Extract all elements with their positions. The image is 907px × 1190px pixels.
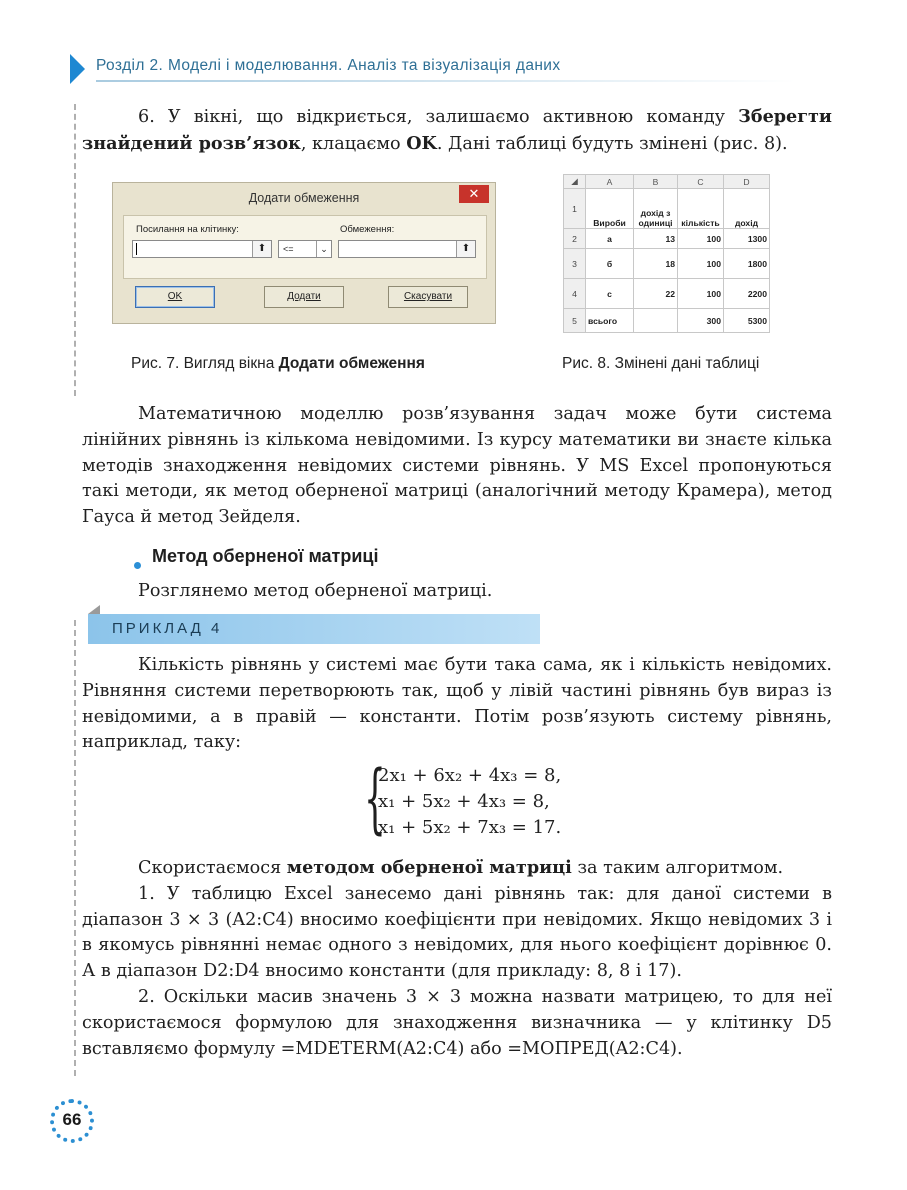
use-method-line: Скористаємося методом оберненої матриці за таким алгоритмом. xyxy=(138,857,784,878)
table-cell: б xyxy=(586,249,634,279)
table-cell: 300 xyxy=(678,309,724,333)
add-constraint-dialog xyxy=(112,182,496,324)
example-paragraph: Кількість рівнянь у системі має бути така сама, як і кількість невідомих. Рівняння системи перетворюють так, щоб у лівій частині рівнянь був вираз із невідомими, а в правій — константи. Потім розв’язують систему рівнянь, наприклад, таку: xyxy=(82,655,832,753)
dialog-fields-panel xyxy=(123,215,487,279)
step2-paragraph: 2. Оскільки масив значень 3 × 3 можна назвати матрицею, то для неї скористаємося формулою для знаходження визначника — у клітинку D5 вставляємо формулу =MDETERM(A2:C4) або =МОПРЕД(A2:C4). xyxy=(82,986,832,1059)
system-brace: { xyxy=(364,753,386,842)
corner-cell: ◢ xyxy=(564,175,586,189)
consider-paragraph: Розглянемо метод оберненої матриці. xyxy=(138,581,493,601)
table-cell xyxy=(634,309,678,333)
col-header: B xyxy=(634,175,678,189)
fig8-caption: Рис. 8. Змінені дані таблиці xyxy=(562,355,760,372)
col-header: A xyxy=(586,175,634,189)
page-number: 66 xyxy=(62,1110,82,1129)
method-subheading: Метод оберненої матриці xyxy=(152,546,379,566)
equation-2: x₁ + 5x₂ + 4x₃ = 8, xyxy=(378,791,550,812)
equation-1: 2x₁ + 6x₂ + 4x₃ = 8, xyxy=(378,765,562,786)
header-rule xyxy=(96,80,796,82)
col-header: D xyxy=(724,175,770,189)
cell-ref-input[interactable] xyxy=(132,240,272,258)
constraint-label: Обмеження: xyxy=(340,224,395,235)
text-cursor xyxy=(136,243,137,255)
table-cell: 13 xyxy=(634,229,678,249)
margin-dashed-line xyxy=(74,620,76,1076)
row-number: 5 xyxy=(564,309,586,333)
step1-paragraph: 1. У таблицю Excel занесемо дані рівнянь так: для даної системи в діапазон 3 × 3 (A2:C4) вносимо коефіцієнти при невідомих. Якщо невідомих 3 і в якомусь рівнянні немає одного з невідомих, для нього коефіцієнт дорівнює 0. А в діапазон D2:D4 вносимо константи (для прикладу: 8, 8 і 17). xyxy=(82,883,832,982)
table-cell: дохід з одиниці xyxy=(634,189,678,229)
table-cell: 1800 xyxy=(724,249,770,279)
example-tab-corner xyxy=(88,605,100,614)
cancel-button[interactable]: Скасувати xyxy=(388,286,468,308)
table-cell: Вироби xyxy=(586,189,634,229)
cell-ref-label: Посилання на клітинку: xyxy=(136,224,239,235)
table-cell: 100 xyxy=(678,229,724,249)
table-cell: 2200 xyxy=(724,279,770,309)
algorithm-paragraphs xyxy=(82,855,832,1062)
table-cell: с xyxy=(586,279,634,309)
margin-dashed-line xyxy=(74,104,76,396)
ok-button[interactable]: OK xyxy=(135,286,215,308)
row-number: 1 xyxy=(564,189,586,229)
table-cell: кількість xyxy=(678,189,724,229)
table-cell: 1300 xyxy=(724,229,770,249)
row-number: 3 xyxy=(564,249,586,279)
chapter-header: Розділ 2. Моделі і моделювання. Аналіз та візуалізація даних xyxy=(96,57,561,74)
bullet-icon xyxy=(134,562,141,569)
math-model-paragraph: Математичною моделлю розв’язування задач може бути система лінійних рівнянь із кількома невідомими. Із курсу математики ви знаєте кілька методів знаходження невідомих системи рівнянь. У MS Excel пропонуються такі методи, як метод оберненої матриці (аналогічний методу Крамера), метод Гауса й метод Зейделя. xyxy=(82,404,832,528)
equation-3: x₁ + 5x₂ + 7x₃ = 17. xyxy=(378,817,562,838)
dialog-title: Додати обмеження xyxy=(248,191,360,205)
col-header: C xyxy=(678,175,724,189)
close-icon[interactable]: ✕ xyxy=(459,185,489,203)
collapse-dialog-icon[interactable]: ⬆ xyxy=(252,241,271,257)
table-cell: 22 xyxy=(634,279,678,309)
row-number: 2 xyxy=(564,229,586,249)
table-cell: дохід xyxy=(724,189,770,229)
operator-value: <= xyxy=(283,244,294,254)
example-banner xyxy=(88,614,540,644)
fig7-caption: Рис. 7. Вигляд вікна Додати обмеження xyxy=(131,355,425,372)
add-button[interactable]: Додати xyxy=(264,286,344,308)
excel-table-figure xyxy=(563,174,785,334)
excel-table xyxy=(563,174,770,333)
table-cell: 5300 xyxy=(724,309,770,333)
table-cell: 100 xyxy=(678,279,724,309)
table-cell: 18 xyxy=(634,249,678,279)
chevron-down-icon[interactable]: ⌄ xyxy=(316,241,331,257)
step6-paragraph: 6. У вікні, що відкриється, залишаємо активною команду Зберегти знайдений розв’язок, клацаємо OK. Дані таблиці будуть змінені (рис. 8). xyxy=(82,106,832,154)
row-number: 4 xyxy=(564,279,586,309)
chapter-arrow-icon xyxy=(70,54,85,84)
table-cell: всього xyxy=(586,309,634,333)
operator-select[interactable] xyxy=(278,240,332,258)
table-cell: 100 xyxy=(678,249,724,279)
collapse-dialog-icon[interactable]: ⬆ xyxy=(456,241,475,257)
constraint-input[interactable] xyxy=(338,240,476,258)
example-label: ПРИКЛАД 4 xyxy=(112,620,223,637)
table-cell: а xyxy=(586,229,634,249)
